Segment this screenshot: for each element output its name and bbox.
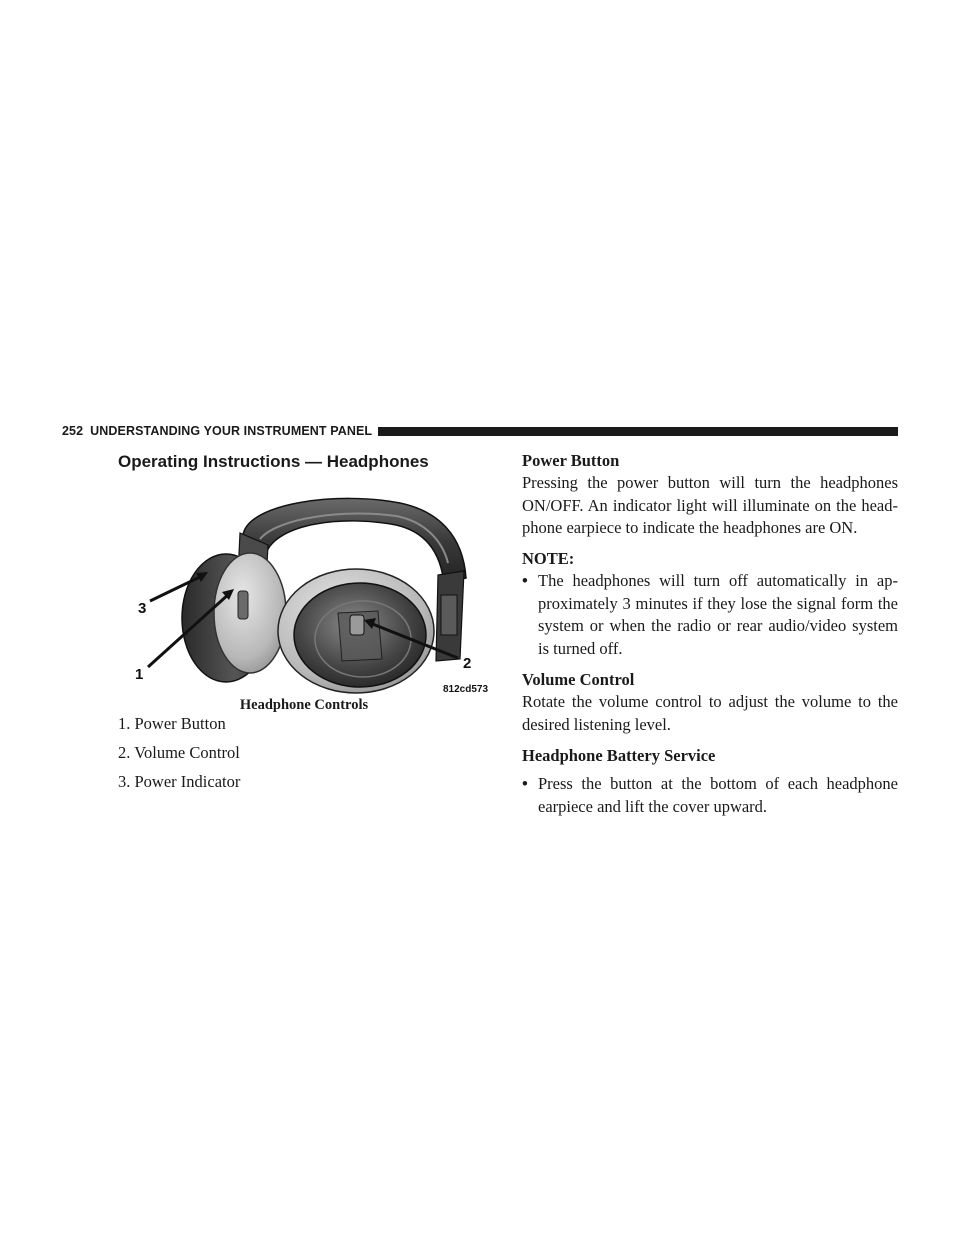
bullet-glyph: • (522, 774, 528, 793)
battery-text: Press the button at the bottom of each headphone earpiece and lift the cover upward. (538, 774, 898, 816)
callout-2: 2 (463, 655, 472, 672)
page-header (62, 421, 898, 441)
power-button-heading: Power Button (522, 451, 620, 470)
running-title: UNDERSTANDING YOUR INSTRUMENT PANEL (90, 424, 373, 438)
callout-3: 3 (138, 600, 147, 617)
bullet-glyph: • (522, 571, 528, 590)
section-heading: Operating Instructions — Headphones (118, 452, 429, 471)
note-text: The headphones will turn off automatically in ap-proximately 3 minutes if they lose the signal form the system or when the radio or rear audio/video system is turned off. (538, 571, 898, 658)
right-column (522, 450, 898, 818)
page-number: 252 (62, 424, 84, 438)
headphone-illustration (135, 483, 490, 695)
legend-item: 2. Volume Control (118, 743, 240, 762)
figure-caption: Headphone Controls (239, 697, 369, 713)
legend-item: 1. Power Button (118, 714, 226, 733)
note-bullet (522, 570, 898, 660)
volume-control-text: Rotate the volume control to adjust the volume to the desired listening level. (522, 692, 898, 734)
power-button-text: Pressing the power button will turn the headphones ON/OFF. An indicator light will illuminate on the head-phone earpiece to indicate the headphones are ON. (522, 473, 898, 537)
figure-legend (118, 714, 490, 801)
battery-bullet (522, 773, 898, 818)
note-label: NOTE: (522, 548, 575, 568)
headphone-figure (135, 483, 490, 695)
figure-code: 812cd573 (443, 684, 489, 695)
battery-service-heading: Headphone Battery Service (522, 746, 716, 765)
legend-item: 3. Power Indicator (118, 772, 241, 791)
header-rule (378, 427, 898, 436)
volume-control-heading: Volume Control (522, 670, 635, 689)
callout-1: 1 (135, 666, 144, 683)
